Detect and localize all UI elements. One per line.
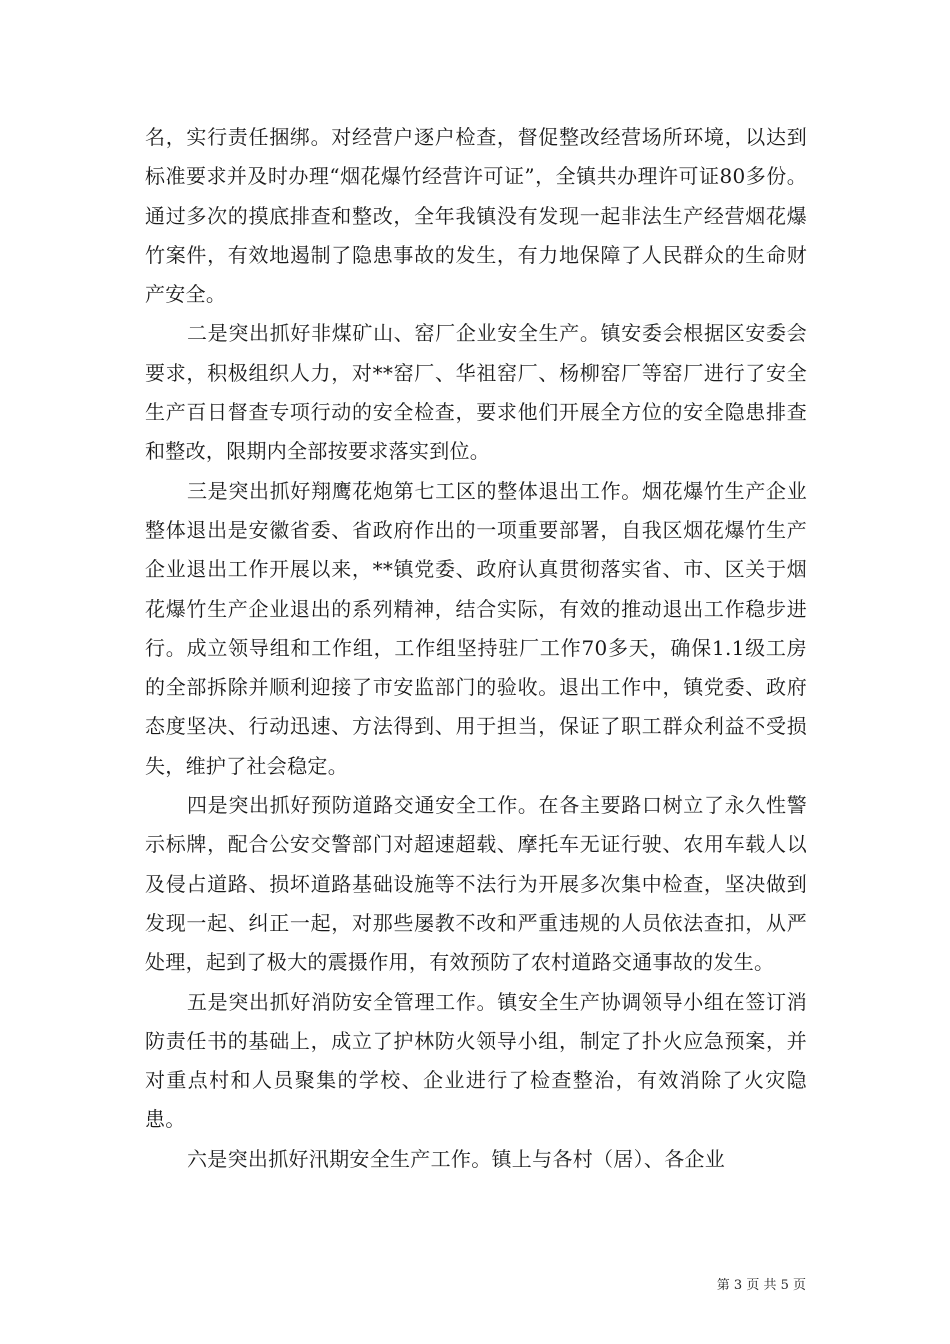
- document-body: [145, 118, 807, 1179]
- paragraph-continuation: 名，实行责任捆绑。对经营户逐户检查，督促整改经营场所环境，以达到标准要求并及时办理“烟花爆竹经营许可证”，全镇共办理许可证80多份。通过多次的摸底排查和整改，全年我镇没有发现一起非法生产经营烟花爆竹案件，有效地遏制了隐患事故的发生，有力地保障了人民群众的生命财产安全。: [145, 125, 807, 307]
- paragraph-mining-kilns: 二是突出抓好非煤矿山、窑厂企业安全生产。镇安委会根据区安委会要求，积极组织人力，对**窑厂、华祖窑厂、杨柳窑厂等窑厂进行了安全生产百日督查专项行动的安全检查，要求他们开展全方位的安全隐患排查和整改，限期内全部按要求落实到位。: [145, 321, 807, 464]
- page-number-footer: 第 3 页 共 5 页: [716, 1278, 806, 1293]
- paragraph-flood-season: 六是突出抓好汛期安全生产工作。镇上与各村（居）、各企业: [187, 1146, 726, 1171]
- paragraph-fire-safety: 五是突出抓好消防安全管理工作。镇安全生产协调领导小组在签订消防责任书的基础上，成立了护林防火领导小组，制定了扑火应急预案，并对重点村和人员聚集的学校、企业进行了检查整治，有效消除了火灾隐患。: [145, 989, 807, 1132]
- paragraph-road-traffic: 四是突出抓好预防道路交通安全工作。在各主要路口树立了永久性警示标牌，配合公安交警部门对超速超载、摩托车无证行驶、农用车载人以及侵占道路、损坏道路基础设施等不法行为开展多次集中检查，坚决做到发现一起、纠正一起，对那些屡教不改和严重违规的人员依法查扣，从严处理，起到了极大的震摄作用，有效预防了农村道路交通事故的发生。: [145, 793, 807, 975]
- paragraph-fireworks-exit: 三是突出抓好翔鹰花炮第七工区的整体退出工作。烟花爆竹生产企业整体退出是安徽省委、省政府作出的一项重要部署，自我区烟花爆竹生产企业退出工作开展以来，**镇党委、政府认真贯彻落实省、市、区关于烟花爆竹生产企业退出的系列精神，结合实际，有效的推动退出工作稳步进行。成立领导组和工作组，工作组坚持驻厂工作70多天，确保1.1级工房的全部拆除并顺利迎接了市安监部门的验收。退出工作中，镇党委、政府态度坚决、行动迅速、方法得到、用于担当，保证了职工群众利益不受损失，维护了社会稳定。: [145, 478, 807, 778]
